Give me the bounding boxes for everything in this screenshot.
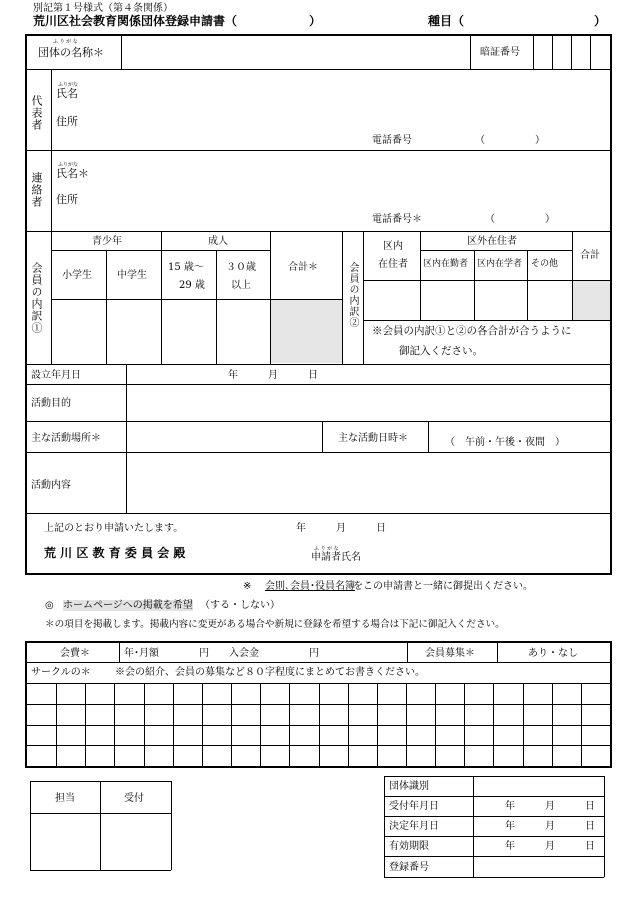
members2-study-label: 区内在学者 — [477, 259, 523, 269]
recruit-label: 会員募集＊ — [425, 648, 475, 659]
note-submit-mark: ※ — [243, 581, 252, 592]
rep-address-field[interactable] — [90, 110, 600, 130]
applicant-label: 申請者氏名 — [311, 552, 361, 563]
members-youth-label: 青少年 — [92, 236, 122, 247]
contact-address-label: 住所 — [56, 193, 78, 206]
contact-phone-field[interactable]: （ ） — [485, 214, 555, 225]
fee-field[interactable]: 年･月額 円 入会金 円 — [124, 648, 319, 659]
reg-number-label: 登録番号 — [389, 862, 429, 873]
time-label: 主な活動日時＊ — [338, 433, 408, 444]
rep-name-field[interactable] — [90, 80, 600, 102]
members-note-line1: ※会員の内訳①と②の各合計が合うように — [372, 325, 572, 337]
valid-until-label: 有効期限 — [389, 841, 429, 852]
purpose-label: 活動目的 — [31, 398, 71, 409]
contact-name-ruby: ふりがな — [58, 162, 79, 168]
time-choice[interactable]: （ 午前・午後・夜間 ） — [445, 437, 565, 448]
members-15-29-label-b: 29 歳 — [179, 280, 205, 291]
members-note-line2: 御記入ください。 — [399, 345, 483, 357]
apply-addressee: 荒 川 区 教 育 委 員 会 殿 — [44, 546, 186, 560]
founded-label: 設立年月日 — [31, 370, 81, 381]
rep-address-label: 住所 — [56, 115, 78, 128]
note-submit-link: 会則､会員･役員名簿 — [265, 581, 355, 592]
applicant-field[interactable] — [372, 545, 602, 567]
members-30plus-label-b: 以上 — [231, 280, 251, 291]
members-15-29-label-a: 15 歳～ — [168, 262, 204, 273]
note-web-choice[interactable]: （する・しない） — [200, 600, 280, 611]
pin-field[interactable] — [534, 37, 610, 68]
group-id-label: 団体識別 — [389, 781, 429, 792]
circle-note: ※会の紹介、会員の募集など８０字程度にまとめてお書きください。 — [115, 667, 425, 678]
members2-count-fields[interactable] — [364, 281, 572, 320]
rep-name-ruby: ふりがな — [58, 82, 79, 88]
members-jhs-label: 中学生 — [117, 270, 147, 281]
receipt-date-field[interactable]: 年 月 日 — [505, 801, 595, 812]
place-field[interactable] — [127, 422, 322, 452]
pin-label: 暗証番号 — [480, 47, 520, 58]
group-name-ruby: ふ り が な — [53, 39, 78, 45]
decision-date-label: 決定年月日 — [389, 821, 439, 832]
note-web-info: ＊の項目を掲載します。掲載内容に変更がある場合や新規に登録を希望する場合は下記に御記入ください。 — [45, 619, 505, 630]
content-field[interactable] — [127, 453, 610, 512]
content-label: 活動内容 — [31, 480, 71, 491]
rep-name-label: 氏名 — [56, 87, 78, 100]
members1-total-label: 合計＊ — [288, 262, 318, 273]
members1-side-label: 会員の内訳① — [30, 262, 43, 334]
members-30plus-label-a: ３０歳 — [226, 262, 256, 273]
place-label: 主な活動場所＊ — [31, 433, 101, 444]
contact-name-label: 氏名＊ — [56, 167, 89, 180]
members-elem-label: 小学生 — [62, 270, 92, 281]
note-submit-rest: をこの申請書と一緒に御提出ください。 — [353, 581, 533, 592]
apply-statement: 上記のとおり申請いたします。 — [44, 523, 184, 534]
members2-total-label: 合計 — [580, 250, 600, 261]
founded-date-field[interactable]: 年 月 日 — [228, 370, 318, 381]
valid-until-field[interactable]: 年 月 日 — [505, 841, 595, 852]
members-adult-label: 成人 — [208, 236, 228, 247]
members2-work-label: 区内在勤者 — [423, 259, 469, 269]
members2-resident-label-b: 在住者 — [378, 259, 408, 270]
form-number: 別記第１号様式（第４条関係） — [33, 3, 173, 14]
group-name-label: 団体の名称＊ — [38, 46, 104, 59]
contact-name-field[interactable] — [100, 160, 600, 182]
contact-phone-label: 電話番号＊ — [372, 214, 422, 225]
recruit-choice[interactable]: あり・なし — [528, 648, 578, 659]
kind-close: ） — [594, 14, 607, 28]
members2-resident-label-a: 区内 — [383, 241, 403, 252]
members2-other-label: その他 — [531, 259, 559, 269]
rep-phone-field[interactable]: （ ） — [475, 135, 545, 146]
form-title: 荒川区社会教育関係団体登録申請書（ ） — [33, 14, 322, 28]
decision-date-field[interactable]: 年 月 日 — [505, 821, 595, 832]
circle-text-grid[interactable] — [27, 684, 610, 766]
members2-outside-label: 区外在住者 — [467, 236, 517, 247]
tantou-label: 担当 — [55, 793, 75, 804]
receipt-date-label: 受付年月日 — [389, 801, 439, 812]
contact-address-field[interactable] — [90, 188, 600, 208]
members1-count-fields[interactable] — [52, 300, 270, 363]
note-web-highlight: ホームページへの掲載を希望 — [63, 600, 193, 611]
rep-phone-label: 電話番号 — [372, 135, 412, 146]
contact-side-label: 連絡者 — [30, 172, 43, 208]
fee-label: 会費＊ — [60, 648, 90, 659]
applicant-ruby: ふ り が な — [314, 546, 339, 552]
apply-date-field[interactable]: 年 月 日 — [296, 523, 386, 534]
kind-label: 種目（ — [428, 14, 465, 28]
rep-side-label: 代表者 — [30, 95, 43, 131]
members2-side-label: 会員の内訳② — [347, 262, 358, 328]
circle-label: サークルの＊ — [31, 667, 91, 678]
note-web-mark: ◎ — [45, 600, 54, 611]
uketsuke-label: 受付 — [124, 793, 144, 804]
group-name-field[interactable] — [122, 37, 470, 68]
purpose-field[interactable] — [127, 385, 610, 421]
